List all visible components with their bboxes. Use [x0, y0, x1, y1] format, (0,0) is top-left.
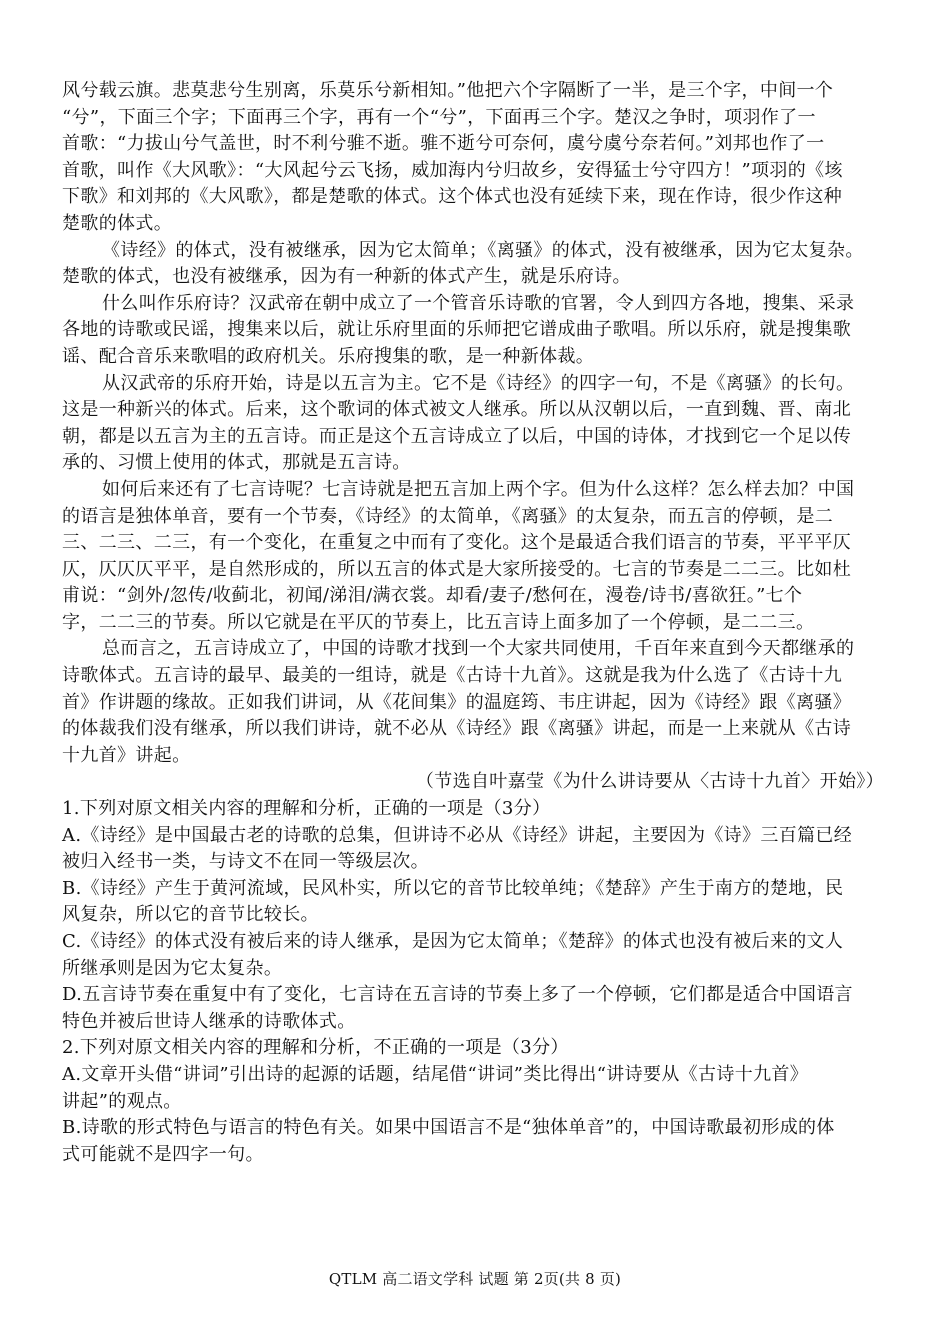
- text-line: 字，二二三的节奏。所以它就是在平仄的节奏上，比五言诗上面多加了一个停顿，是二二三。: [62, 611, 815, 633]
- option-a: [62, 1062, 886, 1115]
- option-c: [62, 929, 886, 982]
- text-line: 仄，仄仄仄平平，是自然形成的，所以五言的体式是大家所接受的。七言的节奏是二二三。比如杜: [62, 558, 852, 580]
- paragraph-4: [62, 371, 886, 477]
- text-line: 从汉武帝的乐府开始，诗是以五言为主。它不是《诗经》的四字一句，不是《离骚》的长句。: [102, 372, 855, 394]
- text-line: 的语言是独体单音，要有一个节奏，《诗经》的太简单，《离骚》的太复杂，而五言的停顿，是二: [62, 505, 834, 527]
- option-d: [62, 982, 886, 1035]
- text-line: 什么叫作乐府诗？汉武帝在朝中成立了一个管音乐诗歌的官署，令人到四方各地，搜集、采录: [102, 292, 855, 314]
- text-line: 首歌：“力拔山兮气盖世，时不利兮骓不逝。骓不逝兮可奈何，虞兮虞兮奈若何。”刘邦也作了一: [62, 133, 825, 155]
- text-line: 如何后来还有了七言诗呢？七言诗就是把五言加上两个字。但为什么这样？怎么样去加？中国: [102, 478, 855, 500]
- text-line: 楚歌的体式，也没有被继承，因为有一种新的体式产生，就是乐府诗。: [62, 266, 631, 288]
- text-line: 十九首》讲起。: [62, 744, 191, 766]
- text-line: 三、二三、二三，有一个变化，在重复之中而有了变化。这个是最适合我们语言的节奏，平平平仄: [62, 532, 852, 554]
- exam-page-body: [62, 78, 886, 1168]
- question-2: [62, 1035, 886, 1168]
- option-line: B.《诗经》产生于黄河流域，民风朴实，所以它的音节比较单纯；《楚辞》产生于南方的楚地，民: [62, 877, 844, 899]
- question-stem: 1.下列对原文相关内容的理解和分析，正确的一项是（3分）: [62, 798, 551, 820]
- text-line: 风兮载云旗。悲莫悲兮生别离，乐莫乐兮新相知。”他把六个字隔断了一半，是三个字，中间一个: [62, 80, 834, 101]
- text-line: 首歌，叫作《大风歌》：“大风起兮云飞扬，威加海内兮归故乡，安得猛士兮守四方！”项羽的《垓: [62, 159, 843, 181]
- text-line: 总而言之，五言诗成立了，中国的诗歌才找到一个大家共同使用，千百年来直到今天都继承的: [102, 638, 855, 660]
- paragraph-1: [62, 78, 886, 238]
- text-line: “兮”，下面三个字；下面再三个字，再有一个“兮”，下面再三个字。楚汉之争时，项羽作了一: [62, 106, 816, 128]
- option-line: 讲起”的观点。: [62, 1090, 182, 1112]
- option-line: A.《诗经》是中国最古老的诗歌的总集，但讲诗不必从《诗经》讲起，主要因为《诗》三百篇已经: [62, 824, 853, 846]
- paragraph-6: [62, 636, 886, 769]
- paragraph-5: [62, 477, 886, 637]
- text-line: 各地的诗歌或民谣，搜集来以后，就让乐府里面的乐师把它谱成曲子歌唱。所以乐府，就是搜集歌: [62, 319, 852, 341]
- text-line: 承的、习惯上使用的体式，那就是五言诗。: [62, 452, 411, 474]
- option-line: C.《诗经》的体式没有被后来的诗人继承，是因为它太简单；《楚辞》的体式也没有被后来的文人: [62, 931, 844, 952]
- text-line: 这是一种新兴的体式。后来，这个歌词的体式被文人继承。所以从汉朝以后，一直到魏、晋、南北: [62, 399, 852, 421]
- text-line: 下歌》和刘邦的《大风歌》，都是楚歌的体式。这个体式也没有延续下来，现在作诗，很少作这种: [62, 186, 843, 208]
- option-line: A.文章开头借“讲词”引出诗的起源的话题，结尾借“讲词”类比得出“讲诗要从《古诗十九首》: [62, 1063, 809, 1085]
- option-b: [62, 1115, 886, 1168]
- option-line: 式可能就不是四字一句。: [62, 1143, 264, 1165]
- source-citation: （节选自叶嘉莹《为什么讲诗要从〈古诗十九首〉开始》）: [415, 771, 884, 793]
- page-footer: QTLM 高二语文学科 试题 第 2页(共 8 页): [328, 1270, 622, 1288]
- option-b: [62, 876, 886, 929]
- question-1: [62, 796, 886, 1035]
- option-line: 风复杂，所以它的音节比较长。: [62, 904, 319, 926]
- text-line: 楚歌的体式。: [62, 212, 173, 234]
- passage: [62, 78, 886, 796]
- text-line: 的体裁我们没有继承，所以我们讲诗，就不必从《诗经》跟《离骚》讲起，而是一上来就从《古诗: [62, 718, 852, 740]
- paragraph-3: [62, 291, 886, 371]
- text-line: 谣、配合音乐来歌唱的政府机关。乐府搜集的歌，是一种新体裁。: [62, 345, 595, 367]
- paragraph-2: [62, 238, 886, 291]
- option-line: 被归入经书一类，与诗文不在同一等级层次。: [62, 851, 429, 873]
- option-a: [62, 823, 886, 876]
- option-line: 特色并被后世诗人继承的诗歌体式。: [62, 1010, 356, 1032]
- text-line: 《诗经》的体式，没有被继承，因为它太简单；《离骚》的体式，没有被继承，因为它太复杂。: [102, 239, 864, 261]
- option-line: 所继承则是因为它太复杂。: [62, 957, 283, 979]
- question-stem: 2.下列对原文相关内容的理解和分析，不正确的一项是（3分）: [62, 1037, 569, 1059]
- text-line: 朝，都是以五言为主的五言诗。而正是这个五言诗成立了以后，中国的诗体，才找到它一个足以传: [62, 425, 852, 447]
- option-line: D.五言诗节奏在重复中有了变化，七言诗在五言诗的节奏上多了一个停顿，它们都是适合中国语言: [62, 984, 853, 1006]
- option-line: B.诗歌的形式特色与语言的特色有关。如果中国语言不是“独体单音”的，中国诗歌最初形成的体: [62, 1117, 835, 1139]
- text-line: 诗歌体式。五言诗的最早、最美的一组诗，就是《古诗十九首》。这就是我为什么选了《古诗十九: [62, 665, 843, 687]
- text-line: 甫说：“剑外/忽传/收蓟北，初闻/涕泪/满衣裳。却看/妻子/愁何在，漫卷/诗书/喜欲狂。”七个: [62, 585, 803, 607]
- text-line: 首》作讲题的缘故。正如我们讲词，从《花间集》的温庭筠、韦庄讲起，因为《诗经》跟《离骚》: [62, 691, 852, 713]
